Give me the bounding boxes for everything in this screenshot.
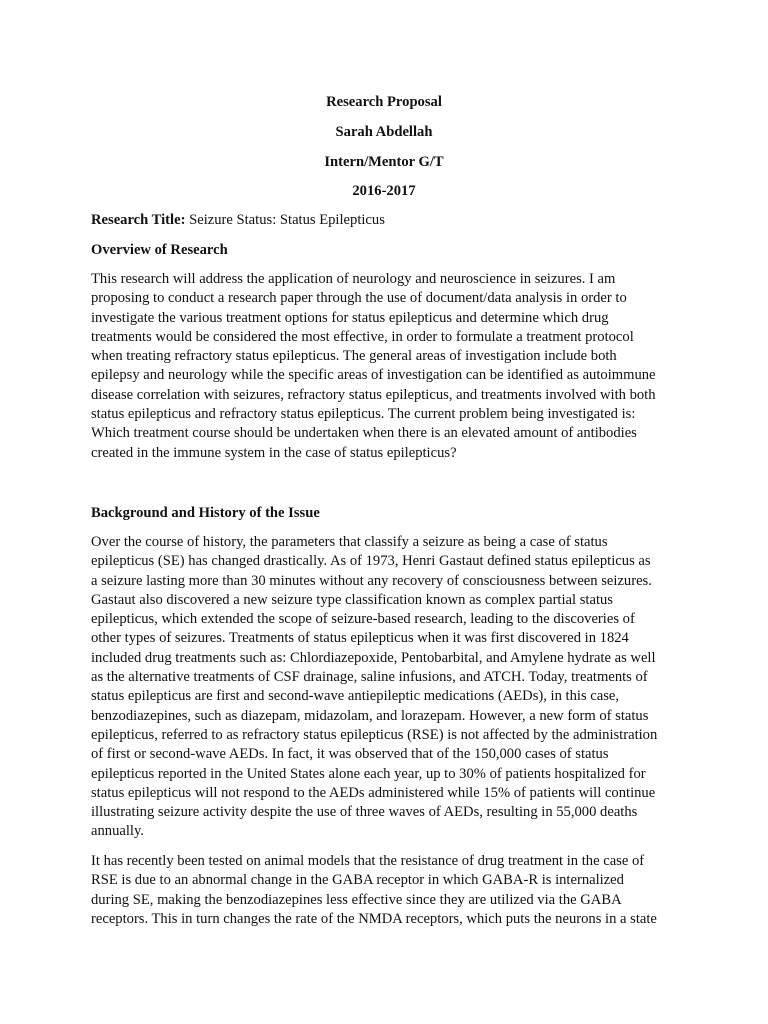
text-line: Gastaut also discovered a new seizure type classification known as complex partial status xyxy=(91,591,613,608)
research-title-line xyxy=(91,211,691,230)
background-paragraph-2 xyxy=(91,852,691,929)
text-line: annually. xyxy=(91,823,144,840)
background-paragraph-1 xyxy=(91,533,691,842)
text-line: epilepticus (SE) has changed drastically. As of 1973, Henri Gastaut defined status epilepticus as xyxy=(91,553,651,570)
text-line: of first or second-wave AEDs. In fact, it was observed that of the 150,000 cases of status xyxy=(91,746,609,763)
text-line: Over the course of history, the parameters that classify a seizure as being a case of status xyxy=(91,534,608,550)
text-line: status epilepticus will not respond to the AEDs administered while 15% of patients will continue xyxy=(91,784,656,801)
text-line: epilepticus, referred to as refractory status epilepticus (RSE) is not affected by the administration xyxy=(91,726,658,743)
text-line: status epilepticus are first and second-wave antiepileptic medications (AEDs), in this case, xyxy=(91,688,620,705)
text-line: created in the immune system in the case of status epilepticus? xyxy=(91,444,457,461)
text-line: proposing to conduct a research paper through the use of document/data analysis in order to xyxy=(91,290,627,307)
overview-paragraph xyxy=(91,270,691,463)
text-line: when treating refractory status epilepticus. The general areas of investigation include both xyxy=(91,348,617,365)
text-line: It has recently been tested on animal models that the resistance of drug treatment in the case of xyxy=(91,853,645,869)
text-line: epilepsy and neurology while the specific areas of investigation can be identified as autoimmune xyxy=(91,367,656,384)
text-line: Which treatment course should be undertaken when there is an elevated amount of antibodies xyxy=(91,425,637,442)
author-name: Sarah Abdellah xyxy=(335,124,433,140)
text-line: treatments would be considered the most effective, in order to formulate a treatment protocol xyxy=(91,328,634,345)
text-line: RSE is due to an abnormal change in the GABA receptor in which GABA-R is internalized xyxy=(91,872,624,889)
text-line: This research will address the application of neurology and neuroscience in seizures. I am xyxy=(91,271,616,287)
school-year: 2016-2017 xyxy=(352,183,416,199)
text-line: benzodiazepines, such as diazepam, midazolam, and lorazepam. However, a new form of status xyxy=(91,707,649,724)
course-name: Intern/Mentor G/T xyxy=(324,154,444,170)
research-title-label: Research Title: xyxy=(91,212,186,228)
text-line: as the alternative treatments of CSF drainage, saline infusions, and ATCH. Today, treatments of xyxy=(91,669,648,686)
text-line: investigate the various treatment options for status epilepticus and determine which drug xyxy=(91,309,609,326)
research-title-value: Seizure Status: Status Epilepticus xyxy=(185,212,385,228)
text-line: epilepticus, which extended the scope of seizure-based research, leading to the discoveries of xyxy=(91,611,635,628)
text-line: status epilepticus and refractory status epilepticus. The current problem being investigated is: xyxy=(91,406,636,423)
text-line: other types of seizures. Treatments of status epilepticus when it was first discovered in 1824 xyxy=(91,630,629,647)
text-line: during SE, making the benzodiazepines less effective since they are utilized via the GABA xyxy=(91,891,622,908)
text-line: epilepticus reported in the United States alone each year, up to 30% of patients hospitalized for xyxy=(91,765,646,782)
document-title: Research Proposal xyxy=(326,94,442,110)
background-heading: Background and History of the Issue xyxy=(91,505,320,521)
text-line: disease correlation with seizures, refractory status epilepticus, and treatments involved with both xyxy=(91,386,656,403)
text-line: receptors. This in turn changes the rate of the NMDA receptors, which puts the neurons in a state xyxy=(91,910,657,927)
text-line: illustrating seizure activity despite the use of three waves of AEDs, resulting in 55,000 deaths xyxy=(91,804,638,821)
overview-heading: Overview of Research xyxy=(91,242,228,258)
text-line: included drug treatments such as: Chlordiazepoxide, Pentobarbital, and Amylene hydrate as well xyxy=(91,649,656,666)
text-line: a seizure lasting more than 30 minutes without any recovery of consciousness between seizures. xyxy=(91,572,652,589)
